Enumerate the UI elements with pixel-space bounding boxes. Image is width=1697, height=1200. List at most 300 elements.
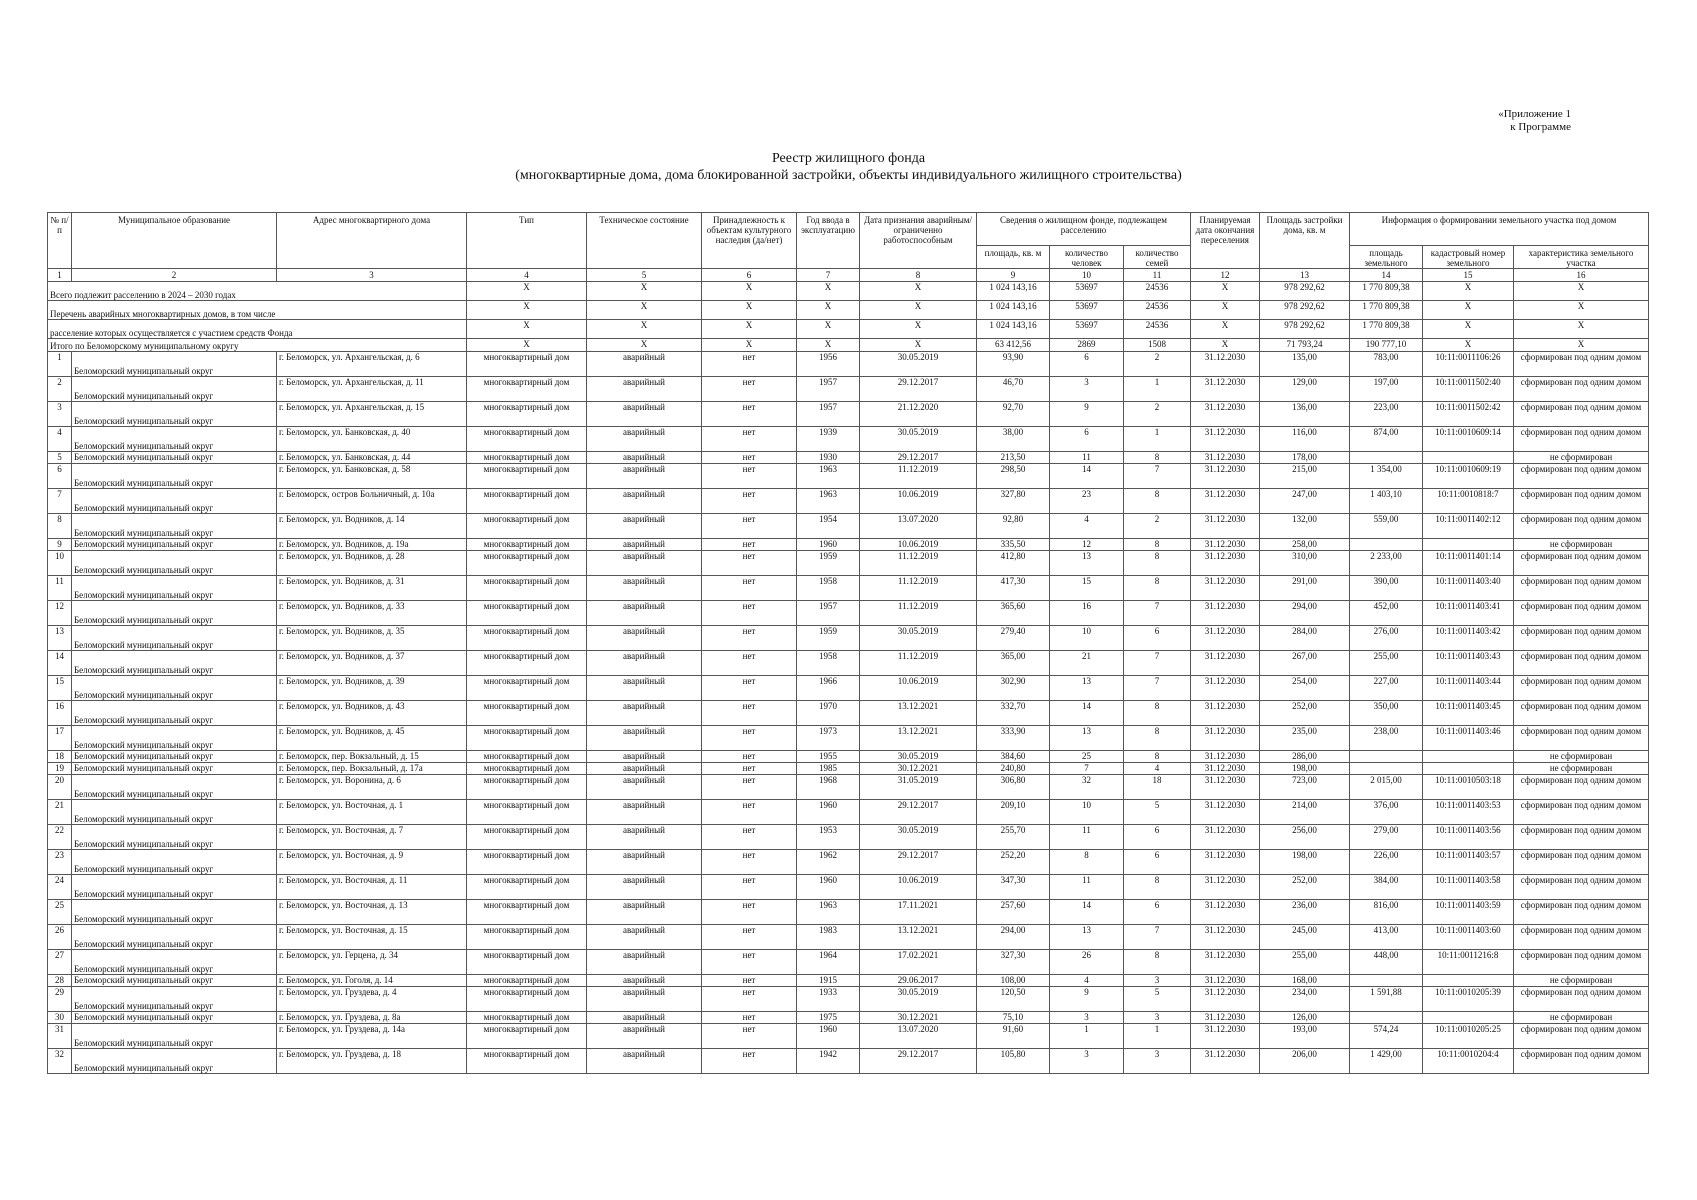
land-char-cell: не сформирован [1514,751,1649,763]
land-area-cell [1350,452,1423,464]
address-cell: г. Беломорск, ул. Восточная, д. 1 [277,800,467,825]
summary-cell: X [797,339,860,352]
summary-row [48,339,1649,352]
state-cell: аварийный [587,875,702,900]
planned-date-cell: 31.12.2030 [1191,825,1260,850]
families-cell: 3 [1124,1012,1191,1024]
table-row [48,987,1649,1012]
row-number: 24 [48,875,72,900]
recognition-date-cell: 11.12.2019 [860,651,977,676]
header-technical-state: Техническое состояние [587,213,702,269]
planned-date-cell: 31.12.2030 [1191,763,1260,775]
planned-date-cell: 31.12.2030 [1191,925,1260,950]
address-cell: г. Беломорск, ул. Водников, д. 45 [277,726,467,751]
summary-cell: 53697 [1050,282,1124,301]
heritage-cell: нет [702,900,797,925]
table-row [48,1049,1649,1074]
row-number: 6 [48,464,72,489]
area-cell: 252,20 [977,850,1050,875]
type-cell: многоквартирный дом [467,875,587,900]
area-cell: 92,70 [977,402,1050,427]
table-row [48,452,1649,464]
summary-cell: 63 412,56 [977,339,1050,352]
summary-cell: X [1423,320,1514,339]
summary-cell: X [1423,301,1514,320]
municipality-cell: Беломорский муниципальный округ [72,539,277,551]
land-area-cell [1350,751,1423,763]
land-area-cell: 197,00 [1350,377,1423,402]
summary-cell: X [1514,339,1649,352]
planned-date-cell: 31.12.2030 [1191,775,1260,800]
recognition-date-cell: 31.05.2019 [860,775,977,800]
municipality-cell: Беломорский муниципальный округ [72,1049,277,1074]
land-area-cell: 874,00 [1350,427,1423,452]
built-area-cell: 258,00 [1260,539,1350,551]
year-cell: 1975 [797,1012,860,1024]
header-land-char: характеристика земельного участка [1514,246,1649,269]
year-cell: 1960 [797,800,860,825]
municipality-cell: Беломорский муниципальный округ [72,489,277,514]
type-cell: многоквартирный дом [467,452,587,464]
land-area-cell: 255,00 [1350,651,1423,676]
appendix-line-2: к Программе [1510,121,1571,133]
summary-cell: X [587,339,702,352]
summary-cell: 1 770 809,38 [1350,282,1423,301]
built-area-cell: 286,00 [1260,751,1350,763]
row-number: 11 [48,576,72,601]
row-number: 17 [48,726,72,751]
recognition-date-cell: 11.12.2019 [860,576,977,601]
type-cell: многоквартирный дом [467,800,587,825]
column-number: 11 [1124,269,1191,282]
table-row [48,377,1649,402]
area-cell: 108,00 [977,975,1050,987]
people-cell: 8 [1050,850,1124,875]
year-cell: 1957 [797,402,860,427]
cadastral-cell: 10:11:0011402:12 [1423,514,1514,539]
heritage-cell: нет [702,539,797,551]
state-cell: аварийный [587,950,702,975]
address-cell: г. Беломорск, ул. Гоголя, д. 14 [277,975,467,987]
people-cell: 7 [1050,763,1124,775]
land-char-cell: сформирован под одним домом [1514,651,1649,676]
families-cell: 8 [1124,950,1191,975]
municipality-cell: Беломорский муниципальный округ [72,825,277,850]
cadastral-cell: 10:11:0011403:59 [1423,900,1514,925]
summary-cell: X [860,339,977,352]
land-char-cell: сформирован под одним домом [1514,514,1649,539]
year-cell: 1962 [797,850,860,875]
land-area-cell: 452,00 [1350,601,1423,626]
land-char-cell: сформирован под одним домом [1514,626,1649,651]
summary-cell: X [797,320,860,339]
row-number: 15 [48,676,72,701]
state-cell: аварийный [587,626,702,651]
type-cell: многоквартирный дом [467,489,587,514]
land-char-cell: сформирован под одним домом [1514,1024,1649,1049]
recognition-date-cell: 10.06.2019 [860,676,977,701]
table-row [48,427,1649,452]
year-cell: 1958 [797,576,860,601]
heritage-cell: нет [702,651,797,676]
state-cell: аварийный [587,676,702,701]
address-cell: г. Беломорск, ул. Восточная, д. 13 [277,900,467,925]
area-cell: 347,30 [977,875,1050,900]
cadastral-cell: 10:11:0010205:39 [1423,987,1514,1012]
cadastral-cell [1423,975,1514,987]
header-municipality: Муниципальное образование [72,213,277,269]
recognition-date-cell: 11.12.2019 [860,601,977,626]
cadastral-cell: 10:11:0011403:56 [1423,825,1514,850]
address-cell: г. Беломорск, ул. Груздева, д. 18 [277,1049,467,1074]
summary-cell: X [702,282,797,301]
year-cell: 1959 [797,551,860,576]
type-cell: многоквартирный дом [467,651,587,676]
state-cell: аварийный [587,1049,702,1074]
table-row [48,626,1649,651]
municipality-cell: Беломорский муниципальный округ [72,452,277,464]
land-char-cell: сформирован под одним домом [1514,987,1649,1012]
people-cell: 16 [1050,601,1124,626]
address-cell: г. Беломорск, ул. Груздева, д. 8а [277,1012,467,1024]
summary-cell: 1 024 143,16 [977,320,1050,339]
built-area-cell: 252,00 [1260,701,1350,726]
heritage-cell: нет [702,676,797,701]
people-cell: 10 [1050,800,1124,825]
state-cell: аварийный [587,514,702,539]
table-row [48,763,1649,775]
people-cell: 3 [1050,377,1124,402]
planned-date-cell: 31.12.2030 [1191,950,1260,975]
municipality-cell: Беломорский муниципальный округ [72,402,277,427]
type-cell: многоквартирный дом [467,775,587,800]
state-cell: аварийный [587,464,702,489]
families-cell: 8 [1124,539,1191,551]
planned-date-cell: 31.12.2030 [1191,726,1260,751]
year-cell: 1963 [797,489,860,514]
land-char-cell: сформирован под одним домом [1514,800,1649,825]
cadastral-cell: 10:11:0011403:60 [1423,925,1514,950]
land-area-cell: 1 591,88 [1350,987,1423,1012]
land-area-cell [1350,975,1423,987]
row-number: 30 [48,1012,72,1024]
summary-label: Перечень аварийных многоквартирных домов, в том числе [48,301,467,320]
people-cell: 3 [1050,1049,1124,1074]
people-cell: 14 [1050,701,1124,726]
people-cell: 23 [1050,489,1124,514]
header-planned-date: Планируемая дата окончания переселения [1191,213,1260,269]
municipality-cell: Беломорский муниципальный округ [72,925,277,950]
header-housing-info: Сведения о жилищном фонде, подлежащем расселению [977,213,1191,246]
area-cell: 257,60 [977,900,1050,925]
address-cell: г. Беломорск, ул. Водников, д. 28 [277,551,467,576]
people-cell: 3 [1050,1012,1124,1024]
table-row [48,352,1649,377]
row-number: 16 [48,701,72,726]
year-cell: 1973 [797,726,860,751]
land-area-cell: 227,00 [1350,676,1423,701]
heritage-cell: нет [702,352,797,377]
municipality-cell: Беломорский муниципальный округ [72,763,277,775]
summary-cell: 53697 [1050,301,1124,320]
header-address: Адрес многоквартирного дома [277,213,467,269]
municipality-cell: Беломорский муниципальный округ [72,850,277,875]
cadastral-cell [1423,539,1514,551]
land-area-cell: 238,00 [1350,726,1423,751]
year-cell: 1955 [797,751,860,763]
municipality-cell: Беломорский муниципальный округ [72,551,277,576]
heritage-cell: нет [702,514,797,539]
land-char-cell: сформирован под одним домом [1514,1049,1649,1074]
area-cell: 417,30 [977,576,1050,601]
year-cell: 1960 [797,539,860,551]
year-cell: 1953 [797,825,860,850]
area-cell: 298,50 [977,464,1050,489]
cadastral-cell: 10:11:0011403:45 [1423,701,1514,726]
recognition-date-cell: 30.05.2019 [860,626,977,651]
address-cell: г. Беломорск, ул. Воронина, д. 6 [277,775,467,800]
planned-date-cell: 31.12.2030 [1191,1049,1260,1074]
state-cell: аварийный [587,651,702,676]
heritage-cell: нет [702,601,797,626]
row-number: 8 [48,514,72,539]
table-row [48,651,1649,676]
recognition-date-cell: 30.05.2019 [860,751,977,763]
row-number: 4 [48,427,72,452]
planned-date-cell: 31.12.2030 [1191,850,1260,875]
summary-cell: 53697 [1050,320,1124,339]
heritage-cell: нет [702,800,797,825]
state-cell: аварийный [587,551,702,576]
people-cell: 26 [1050,950,1124,975]
type-cell: многоквартирный дом [467,825,587,850]
year-cell: 1939 [797,427,860,452]
people-cell: 32 [1050,775,1124,800]
land-char-cell: сформирован под одним домом [1514,601,1649,626]
type-cell: многоквартирный дом [467,950,587,975]
header-year: Год ввода в эксплуатацию [797,213,860,269]
families-cell: 8 [1124,452,1191,464]
planned-date-cell: 31.12.2030 [1191,576,1260,601]
address-cell: г. Беломорск, ул. Водников, д. 14 [277,514,467,539]
municipality-cell: Беломорский муниципальный округ [72,1012,277,1024]
year-cell: 1963 [797,464,860,489]
cadastral-cell: 10:11:0010609:19 [1423,464,1514,489]
recognition-date-cell: 17.11.2021 [860,900,977,925]
cadastral-cell: 10:11:0010503:18 [1423,775,1514,800]
land-area-cell: 390,00 [1350,576,1423,601]
recognition-date-cell: 30.12.2021 [860,763,977,775]
people-cell: 14 [1050,900,1124,925]
cadastral-cell [1423,1012,1514,1024]
address-cell: г. Беломорск, ул. Банковская, д. 40 [277,427,467,452]
area-cell: 333,90 [977,726,1050,751]
summary-cell: 978 292,62 [1260,301,1350,320]
cadastral-cell [1423,763,1514,775]
cadastral-cell: 10:11:0011403:43 [1423,651,1514,676]
municipality-cell: Беломорский муниципальный округ [72,576,277,601]
summary-label: расселение которых осуществляется с участием средств Фонда [48,320,467,339]
heritage-cell: нет [702,464,797,489]
header-people: количество человек [1050,246,1124,269]
column-number: 12 [1191,269,1260,282]
planned-date-cell: 31.12.2030 [1191,464,1260,489]
families-cell: 8 [1124,751,1191,763]
families-cell: 2 [1124,352,1191,377]
planned-date-cell: 31.12.2030 [1191,751,1260,763]
built-area-cell: 291,00 [1260,576,1350,601]
area-cell: 294,00 [977,925,1050,950]
recognition-date-cell: 11.12.2019 [860,464,977,489]
state-cell: аварийный [587,751,702,763]
document-title: Реестр жилищного фонда [771,151,926,166]
planned-date-cell: 31.12.2030 [1191,975,1260,987]
cadastral-cell: 10:11:0010818:7 [1423,489,1514,514]
header-recognition-date: Дата признания аварийным/ограниченно работоспособным [860,213,977,269]
cadastral-cell: 10:11:0010609:14 [1423,427,1514,452]
column-number: 16 [1514,269,1649,282]
column-number: 3 [277,269,467,282]
people-cell: 11 [1050,452,1124,464]
recognition-date-cell: 29.12.2017 [860,452,977,464]
municipality-cell: Беломорский муниципальный округ [72,875,277,900]
row-number: 3 [48,402,72,427]
year-cell: 1958 [797,651,860,676]
recognition-date-cell: 13.12.2021 [860,925,977,950]
area-cell: 46,70 [977,377,1050,402]
area-cell: 255,70 [977,825,1050,850]
summary-cell: X [1514,320,1649,339]
type-cell: многоквартирный дом [467,352,587,377]
summary-cell: 190 777,10 [1350,339,1423,352]
address-cell: г. Беломорск, пер. Вокзальный, д. 15 [277,751,467,763]
heritage-cell: нет [702,1049,797,1074]
row-number: 25 [48,900,72,925]
cadastral-cell: 10:11:0010204:4 [1423,1049,1514,1074]
built-area-cell: 126,00 [1260,1012,1350,1024]
people-cell: 4 [1050,975,1124,987]
families-cell: 8 [1124,875,1191,900]
heritage-cell: нет [702,701,797,726]
recognition-date-cell: 29.12.2017 [860,800,977,825]
table-row [48,875,1649,900]
state-cell: аварийный [587,975,702,987]
families-cell: 1 [1124,377,1191,402]
people-cell: 6 [1050,427,1124,452]
cadastral-cell: 10:11:0011403:41 [1423,601,1514,626]
year-cell: 1963 [797,900,860,925]
built-area-cell: 256,00 [1260,825,1350,850]
summary-cell: 978 292,62 [1260,320,1350,339]
state-cell: аварийный [587,352,702,377]
families-cell: 7 [1124,925,1191,950]
type-cell: многоквартирный дом [467,601,587,626]
municipality-cell: Беломорский муниципальный округ [72,751,277,763]
built-area-cell: 236,00 [1260,900,1350,925]
planned-date-cell: 31.12.2030 [1191,427,1260,452]
cadastral-cell [1423,452,1514,464]
header-type: Тип [467,213,587,269]
table-body [48,282,1649,1074]
built-area-cell: 234,00 [1260,987,1350,1012]
type-cell: многоквартирный дом [467,377,587,402]
land-char-cell: сформирован под одним домом [1514,576,1649,601]
header-area: площадь, кв. м [977,246,1050,269]
address-cell: г. Беломорск, ул. Банковская, д. 58 [277,464,467,489]
land-area-cell: 574,24 [1350,1024,1423,1049]
families-cell: 6 [1124,850,1191,875]
land-area-cell [1350,539,1423,551]
recognition-date-cell: 21.12.2020 [860,402,977,427]
land-char-cell: сформирован под одним домом [1514,950,1649,975]
year-cell: 1960 [797,1024,860,1049]
table-row [48,751,1649,763]
land-char-cell: сформирован под одним домом [1514,377,1649,402]
column-number: 13 [1260,269,1350,282]
address-cell: г. Беломорск, ул. Герцена, д. 34 [277,950,467,975]
heritage-cell: нет [702,1024,797,1049]
table-row [48,576,1649,601]
column-number: 10 [1050,269,1124,282]
families-cell: 2 [1124,402,1191,427]
state-cell: аварийный [587,576,702,601]
type-cell: многоквартирный дом [467,551,587,576]
address-cell: г. Беломорск, ул. Восточная, д. 15 [277,925,467,950]
land-char-cell: сформирован под одним домом [1514,352,1649,377]
year-cell: 1970 [797,701,860,726]
families-cell: 7 [1124,676,1191,701]
land-area-cell: 384,00 [1350,875,1423,900]
people-cell: 13 [1050,925,1124,950]
land-char-cell: сформирован под одним домом [1514,775,1649,800]
address-cell: г. Беломорск, ул. Банковская, д. 44 [277,452,467,464]
table-row [48,464,1649,489]
state-cell: аварийный [587,377,702,402]
row-number: 29 [48,987,72,1012]
planned-date-cell: 31.12.2030 [1191,875,1260,900]
heritage-cell: нет [702,626,797,651]
type-cell: многоквартирный дом [467,925,587,950]
built-area-cell: 247,00 [1260,489,1350,514]
families-cell: 8 [1124,489,1191,514]
state-cell: аварийный [587,1012,702,1024]
municipality-cell: Беломорский муниципальный округ [72,377,277,402]
column-number: 5 [587,269,702,282]
heritage-cell: нет [702,950,797,975]
recognition-date-cell: 10.06.2019 [860,539,977,551]
recognition-date-cell: 11.12.2019 [860,551,977,576]
summary-cell: X [1191,282,1260,301]
summary-cell: X [467,339,587,352]
summary-cell: X [1423,282,1514,301]
planned-date-cell: 31.12.2030 [1191,676,1260,701]
land-char-cell: не сформирован [1514,1012,1649,1024]
heritage-cell: нет [702,751,797,763]
summary-cell: 24536 [1124,282,1191,301]
cadastral-cell: 10:11:0011216:8 [1423,950,1514,975]
column-number-row [48,269,1649,282]
built-area-cell: 310,00 [1260,551,1350,576]
people-cell: 6 [1050,352,1124,377]
row-number: 9 [48,539,72,551]
area-cell: 279,40 [977,626,1050,651]
row-number: 28 [48,975,72,987]
year-cell: 1957 [797,601,860,626]
municipality-cell: Беломорский муниципальный округ [72,651,277,676]
recognition-date-cell: 13.12.2021 [860,726,977,751]
table-row [48,950,1649,975]
heritage-cell: нет [702,551,797,576]
